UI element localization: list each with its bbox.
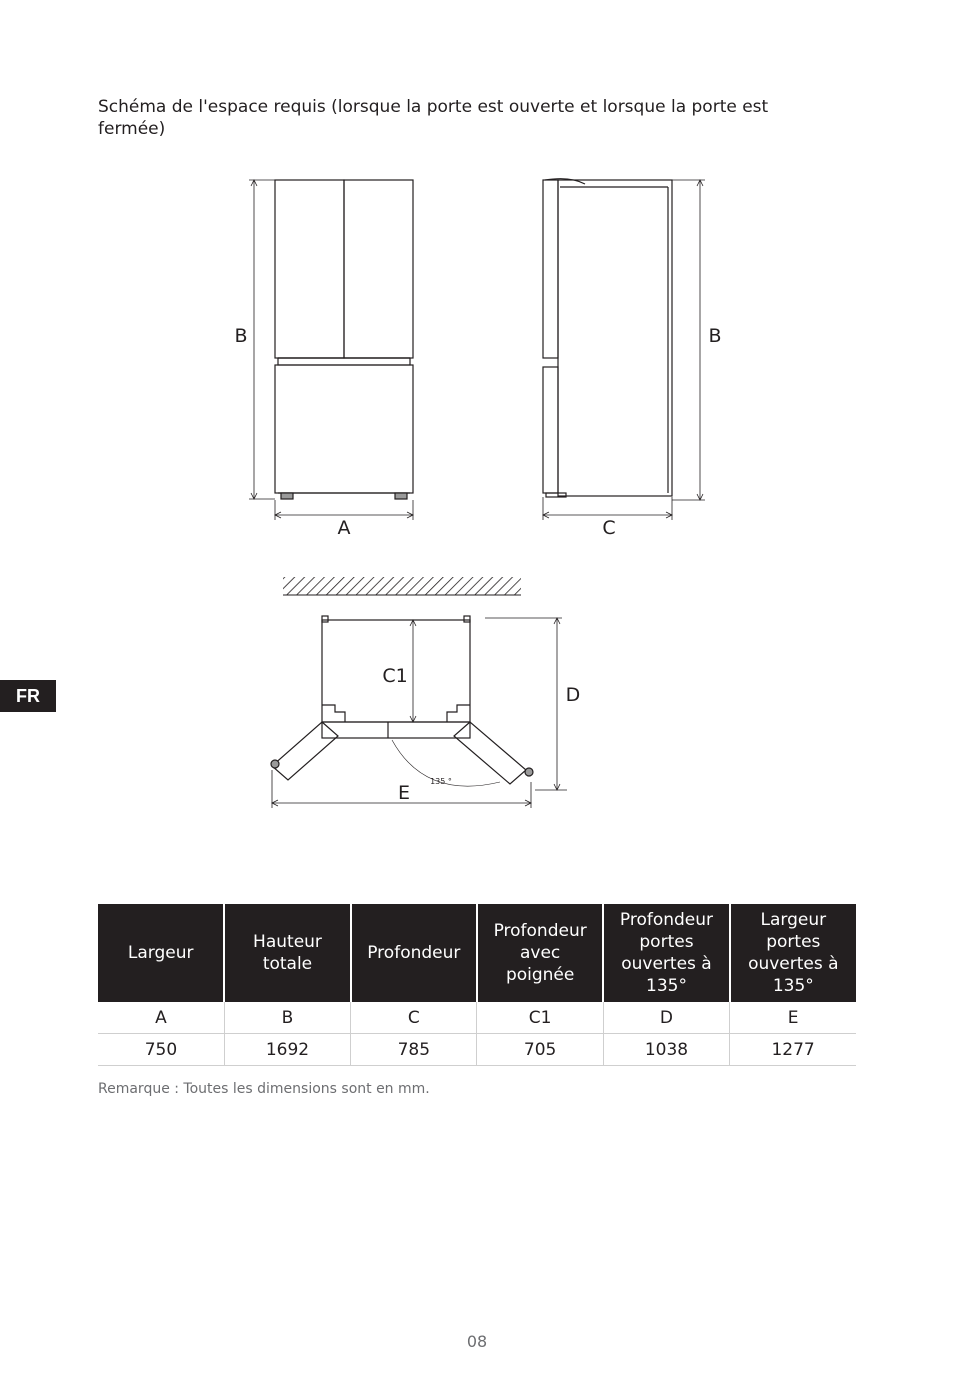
wall-hatch xyxy=(283,577,521,595)
dimensions-table xyxy=(98,904,856,1066)
side-upper-door xyxy=(543,180,558,358)
language-tab-label: FR xyxy=(16,685,40,706)
value-cell: 750 xyxy=(98,1034,224,1066)
letter-cell: C xyxy=(351,1002,477,1034)
side-view xyxy=(543,179,705,520)
header-depth-with-handle: Profondeur avec poignée xyxy=(477,904,603,1002)
top-width-label: E xyxy=(397,782,411,804)
header-width-doors-open: Largeur portes ouvertes à 135° xyxy=(730,904,856,1002)
letter-cell: D xyxy=(603,1002,729,1034)
top-total-depth-dimension xyxy=(485,618,567,790)
value-cell: 1692 xyxy=(224,1034,350,1066)
value-cell: 705 xyxy=(477,1034,603,1066)
dimensions-note: Remarque : Toutes les dimensions sont en mm. xyxy=(98,1081,430,1097)
front-view xyxy=(249,180,413,520)
top-left-open-door xyxy=(272,722,338,780)
top-view xyxy=(271,577,567,808)
header-total-height: Hauteur totale xyxy=(224,904,350,1002)
side-depth-label: C xyxy=(602,517,616,539)
left-handle xyxy=(271,760,279,768)
letter-cell: C1 xyxy=(477,1002,603,1034)
front-middle-divider xyxy=(278,358,410,365)
page-number: 08 xyxy=(466,1332,488,1351)
right-handle xyxy=(525,768,533,776)
front-width-label: A xyxy=(337,517,351,539)
top-right-hinge xyxy=(464,616,470,622)
letter-cell: B xyxy=(224,1002,350,1034)
top-depth-label: C1 xyxy=(382,665,408,687)
table-header-row xyxy=(98,904,856,1002)
value-cell: 1038 xyxy=(603,1034,729,1066)
angle-label: 135 ° xyxy=(430,777,452,786)
table-row-letters xyxy=(98,1002,856,1034)
side-lower-door xyxy=(543,367,558,493)
front-right-upper-door xyxy=(344,180,413,358)
header-width: Largeur xyxy=(98,904,224,1002)
top-right-open-door xyxy=(454,722,526,784)
table-row-values xyxy=(98,1034,856,1066)
header-depth-doors-open: Profondeur portes ouvertes à 135° xyxy=(603,904,729,1002)
side-height-label: B xyxy=(708,325,722,347)
letter-cell: E xyxy=(730,1002,856,1034)
page-heading: Schéma de l'espace requis (lorsque la porte est ouverte et lorsque la porte est fermée) xyxy=(98,97,769,139)
header-depth: Profondeur xyxy=(351,904,477,1002)
front-left-upper-door xyxy=(275,180,344,358)
top-left-hinge xyxy=(322,616,328,622)
letter-cell: A xyxy=(98,1002,224,1034)
value-cell: 785 xyxy=(351,1034,477,1066)
top-total-depth-label: D xyxy=(565,684,581,706)
front-left-foot xyxy=(281,493,293,499)
front-height-label: B xyxy=(234,325,248,347)
top-door-line xyxy=(322,722,470,738)
value-cell: 1277 xyxy=(730,1034,856,1066)
front-freezer-drawer xyxy=(275,365,413,493)
side-cabinet xyxy=(558,180,672,496)
front-right-foot xyxy=(395,493,407,499)
side-height-dimension xyxy=(672,180,705,500)
front-height-dimension xyxy=(249,180,275,499)
